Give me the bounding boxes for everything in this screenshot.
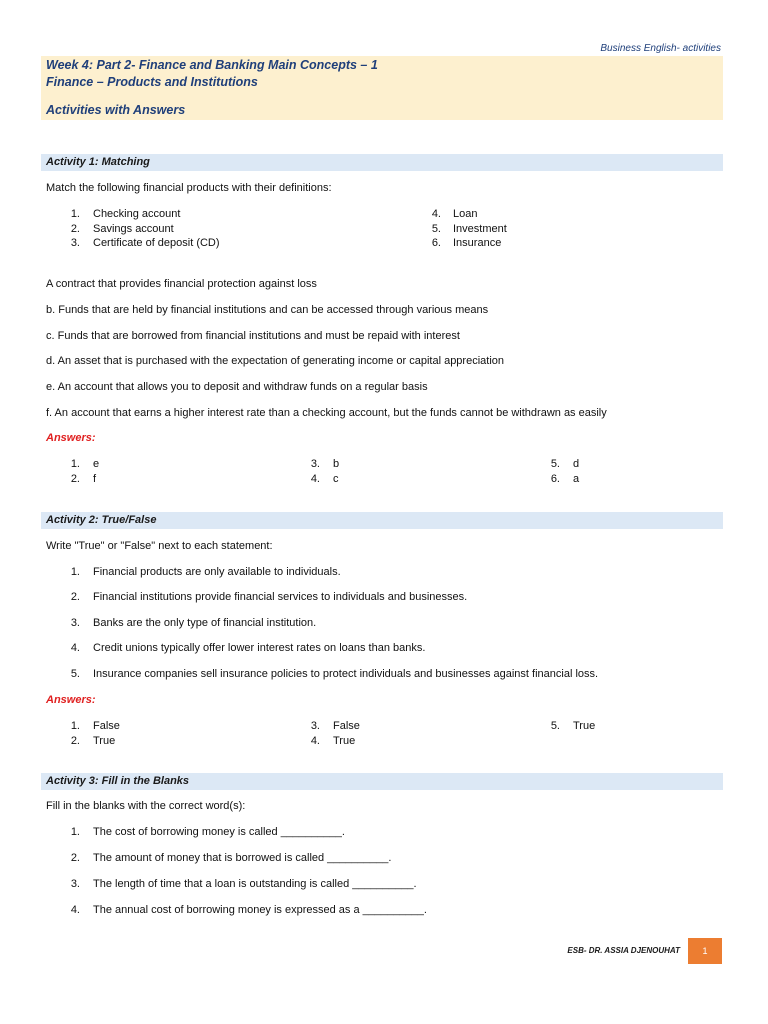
blank-item-text: The cost of borrowing money is called __________.: [93, 826, 345, 838]
answer-number: 4.: [310, 473, 320, 485]
definition: d. An asset that is purchased with the expectation of generating income or capital appreciation: [46, 355, 505, 367]
blank-item-number: 2.: [70, 852, 80, 864]
blank-item-number: 1.: [70, 826, 80, 838]
answer-number: 1.: [70, 720, 80, 732]
activity3-instruction: Fill in the blanks with the correct word(s):: [46, 800, 246, 812]
product-label: Insurance: [453, 237, 502, 249]
answer-number: 3.: [310, 720, 320, 732]
statement-number: 3.: [70, 617, 80, 629]
product-label: Certificate of deposit (CD): [93, 237, 220, 249]
activity2-title: Activity 2: True/False: [46, 514, 157, 526]
statement-text: Financial institutions provide financial services to individuals and businesses.: [93, 591, 468, 603]
footer-author: ESB- DR. ASSIA DJENOUHAT: [567, 946, 680, 955]
activity2-instruction: Write "True" or "False" next to each statement:: [46, 540, 273, 552]
product-label: Investment: [453, 223, 507, 235]
answer-number: 5.: [550, 720, 560, 732]
statement-number: 2.: [70, 591, 80, 603]
product-number: 3.: [70, 237, 80, 249]
blank-item-text: The annual cost of borrowing money is expressed as a __________.: [93, 904, 427, 916]
answer-value: d: [573, 458, 580, 470]
product-number: 4.: [431, 208, 441, 220]
answer-number: 2.: [70, 735, 80, 747]
statement-number: 1.: [70, 566, 80, 578]
definition: A contract that provides financial protection against loss: [46, 278, 317, 290]
answer-value: False: [93, 720, 120, 732]
doc-title-line3: Activities with Answers: [46, 103, 186, 117]
blank-item-number: 3.: [70, 878, 80, 890]
answer-value: f: [93, 473, 97, 485]
blank-item-number: 4.: [70, 904, 80, 916]
statement-number: 4.: [70, 642, 80, 654]
answer-value: c: [333, 473, 339, 485]
statement-text: Banks are the only type of financial institution.: [93, 617, 317, 629]
running-header: Business English- activities: [600, 43, 721, 54]
statement-text: Insurance companies sell insurance policies to protect individuals and businesses against financial loss.: [93, 668, 599, 680]
activity3-title: Activity 3: Fill in the Blanks: [46, 775, 190, 787]
statement-number: 5.: [70, 668, 80, 680]
answer-value: True: [573, 720, 596, 732]
statement-text: Financial products are only available to individuals.: [93, 566, 341, 578]
product-label: Savings account: [93, 223, 174, 235]
product-number: 1.: [70, 208, 80, 220]
doc-title-line1: Week 4: Part 2- Finance and Banking Main Concepts – 1: [46, 58, 378, 72]
product-label: Loan: [453, 208, 478, 220]
activity1-instruction: Match the following financial products with their definitions:: [46, 182, 332, 194]
answer-number: 5.: [550, 458, 560, 470]
product-number: 5.: [431, 223, 441, 235]
answer-value: True: [93, 735, 116, 747]
answer-number: 2.: [70, 473, 80, 485]
answer-number: 1.: [70, 458, 80, 470]
answer-value: False: [333, 720, 360, 732]
product-label: Checking account: [93, 208, 181, 220]
blank-item-text: The length of time that a loan is outstanding is called __________.: [93, 878, 417, 890]
answer-value: a: [573, 473, 580, 485]
definition: b. Funds that are held by financial institutions and can be accessed through various means: [46, 304, 489, 316]
definition: f. An account that earns a higher interest rate than a checking account, but the funds cannot be withdrawn as easily: [46, 407, 607, 419]
product-number: 6.: [431, 237, 441, 249]
answer-number: 4.: [310, 735, 320, 747]
answer-value: b: [333, 458, 340, 470]
doc-title-line2: Finance – Products and Institutions: [46, 75, 258, 89]
answer-value: e: [93, 458, 100, 470]
statement-text: Credit unions typically offer lower interest rates on loans than banks.: [93, 642, 426, 654]
product-number: 2.: [70, 223, 80, 235]
page-number: 1: [688, 938, 722, 964]
answers-label: Answers:: [46, 432, 96, 444]
answer-value: True: [333, 735, 356, 747]
definition: e. An account that allows you to deposit and withdraw funds on a regular basis: [46, 381, 428, 393]
blank-item-text: The amount of money that is borrowed is called __________.: [93, 852, 392, 864]
answer-number: 3.: [310, 458, 320, 470]
answer-number: 6.: [550, 473, 560, 485]
answers-label: Answers:: [46, 694, 96, 706]
activity1-title: Activity 1: Matching: [46, 156, 150, 168]
definition: c. Funds that are borrowed from financial institutions and must be repaid with interest: [46, 330, 460, 342]
